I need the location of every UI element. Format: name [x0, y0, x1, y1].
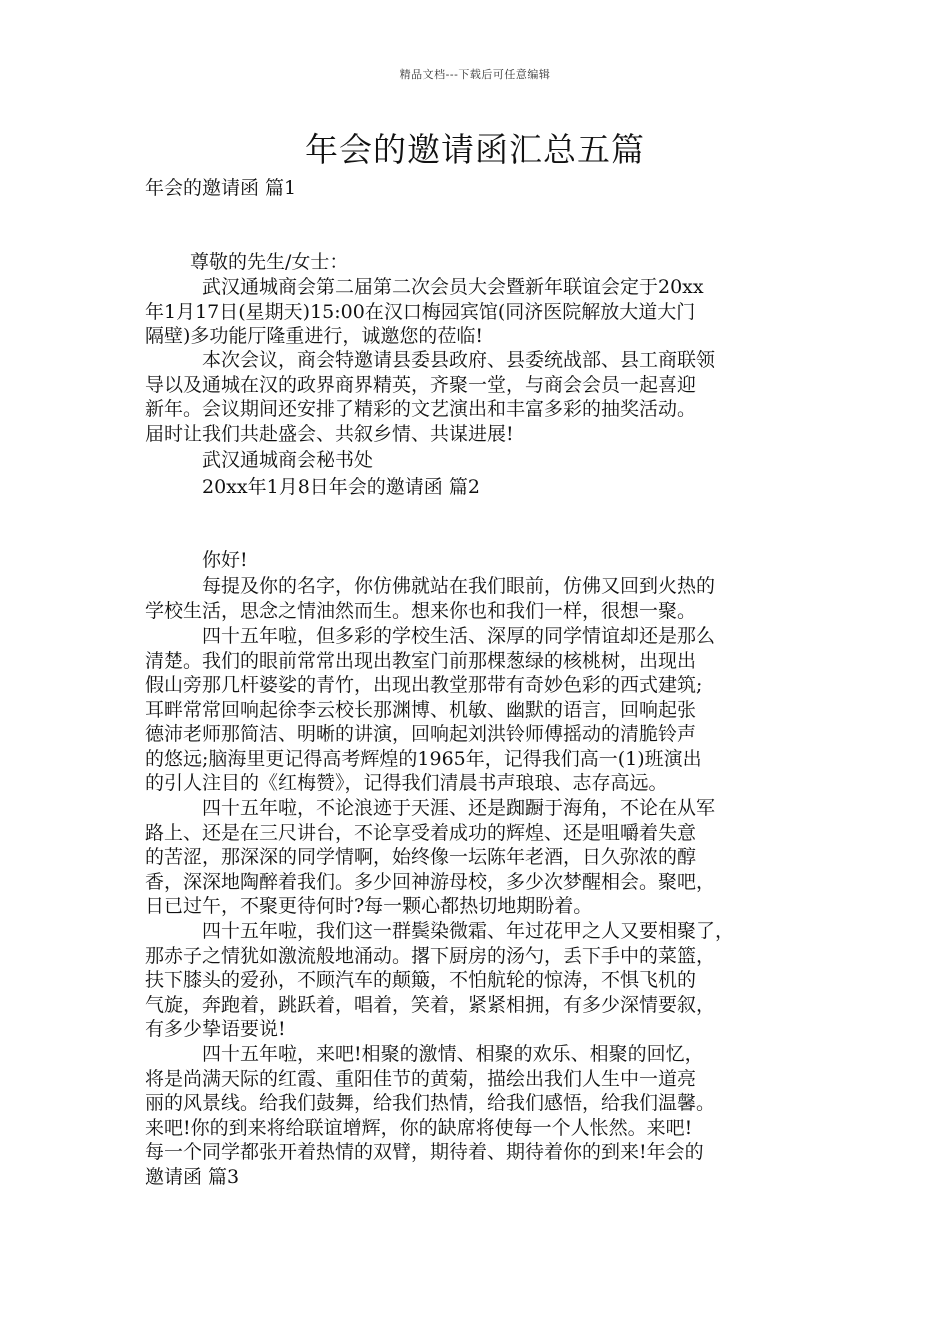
paragraph-line: 将是尚满天际的红霞、重阳佳节的黄菊，描绘出我们人生中一道亮 — [145, 1067, 697, 1090]
section1-paragraph-1 — [145, 275, 815, 349]
paragraph-line: 届时让我们共赴盛会、共叙乡情、共谋进展! — [145, 422, 514, 445]
paragraph-line: 武汉通城商会第二届第二次会员大会暨新年联谊会定于20xx — [202, 276, 704, 298]
section1-paragraph-2 — [145, 348, 815, 446]
paragraph-line: 丽的风景线。给我们鼓舞，给我们热情，给我们感悟，给我们温馨。 — [145, 1092, 716, 1114]
paragraph-line: 耳畔常常回响起徐李云校长那渊博、机敏、幽默的语言，回响起张 — [145, 698, 697, 721]
section2-paragraph-1 — [145, 574, 815, 623]
paragraph-line: 四十五年啦，不论浪迹于天涯、还是踟蹰于海角，不论在从军 — [202, 797, 716, 819]
paragraph-line: 来吧!你的到来将给联谊增辉，你的缺席将使每一个人怅然。来吧! — [145, 1116, 693, 1139]
paragraph-line: 四十五年啦，我们这一群鬓染微霜、年过花甲之人又要相聚了， — [202, 920, 735, 942]
section2-paragraph-4 — [145, 919, 815, 1042]
paragraph-line: 本次会议，商会特邀请县委县政府、县委统战部、县工商联领 — [202, 349, 716, 371]
paragraph-line: 年1月17日(星期天)15:00在汉口梅园宾馆(同济医院解放大道大门 — [145, 300, 696, 323]
paragraph-line: 扶下膝头的爱孙，不顾汽车的颠簸，不怕航轮的惊涛，不惧飞机的 — [145, 969, 697, 991]
paragraph-line: 学校生活，思念之情油然而生。想来你也和我们一样，很想一聚。 — [145, 599, 697, 622]
paragraph-line: 导以及通城在汉的政界商界精英，齐聚一堂，与商会会员一起喜迎 — [145, 373, 697, 396]
document-title: 年会的邀请函汇总五篇 — [305, 130, 645, 169]
section2-paragraph-3 — [145, 796, 815, 919]
signature: 武汉通城商会秘书处 — [202, 449, 374, 471]
paragraph-line: 新年。会议期间还安排了精彩的文艺演出和丰富多彩的抽奖活动。 — [145, 398, 697, 420]
paragraph-line: 的悠远;脑海里更记得高考辉煌的1965年，记得我们高一(1)班演出 — [145, 747, 702, 770]
paragraph-line: 四十五年啦，但多彩的学校生活、深厚的同学情谊却还是那么 — [202, 625, 716, 647]
paragraph-line: 路上、还是在三尺讲台，不论享受着成功的辉煌、还是咀嚼着失意 — [145, 821, 697, 844]
paragraph-line: 四十五年啦，来吧!相聚的激情、相聚的欢乐、相聚的回忆， — [202, 1043, 704, 1065]
paragraph-line: 每提及你的名字，你仿佛就站在我们眼前，仿佛又回到火热的 — [202, 575, 716, 597]
paragraph-line: 假山旁那几杆婆娑的青竹，出现出教堂那带有奇妙色彩的西式建筑; — [145, 674, 703, 696]
paragraph-line: 邀请函 篇3 — [145, 1165, 240, 1188]
paragraph-line: 德沛老师那简洁、明晰的讲演，回响起刘洪铃师傅摇动的清脆铃声 — [145, 723, 697, 745]
section2-paragraph-5 — [145, 1042, 815, 1189]
paragraph-line: 每一个同学都张开着热情的双臂，期待着、期待着你的到来!年会的 — [145, 1141, 704, 1163]
paragraph-line: 日已过午，不聚更待何时?每一颗心都热切地期盼着。 — [145, 895, 593, 917]
paragraph-line: 香，深深地陶醉着我们。多少回神游母校，多少次梦醒相会。聚吧， — [145, 870, 716, 893]
paragraph-line: 那赤子之情犹如激流般地涌动。撂下厨房的汤勺，丢下手中的菜篮， — [145, 944, 716, 967]
date-and-next-heading: 20xx年1月8日年会的邀请函 篇2 — [202, 475, 480, 498]
paragraph-line: 的引人注目的《红梅赞》，记得我们清晨书声琅琅、志存高远。 — [145, 772, 668, 794]
paragraph-line: 清楚。我们的眼前常常出现出教室门前那棵葱绿的核桃树，出现出 — [145, 649, 697, 672]
section1-signature-block — [145, 448, 815, 499]
greeting: 你好! — [202, 549, 248, 571]
section1-greeting-block — [145, 250, 815, 275]
paragraph-line: 的苦涩，那深深的同学情啊，始终像一坛陈年老酒，日久弥浓的醇 — [145, 846, 697, 868]
section2-paragraph-2 — [145, 624, 815, 796]
paragraph-line: 气旋，奔跑着，跳跃着，唱着，笑着，紧紧相拥，有多少深情要叙， — [145, 993, 716, 1016]
section2-greeting-block — [145, 548, 815, 573]
paragraph-line: 有多少挚语要说! — [145, 1018, 286, 1040]
section-heading: 年会的邀请函 篇1 — [145, 177, 297, 199]
greeting: 尊敬的先生/女士： — [190, 251, 349, 273]
section1-heading-block — [145, 176, 815, 201]
paragraph-line: 隔壁)多功能厅隆重进行，诚邀您的莅临! — [145, 325, 484, 347]
page-header: 精品文档---下载后可任意编辑 — [399, 68, 551, 81]
